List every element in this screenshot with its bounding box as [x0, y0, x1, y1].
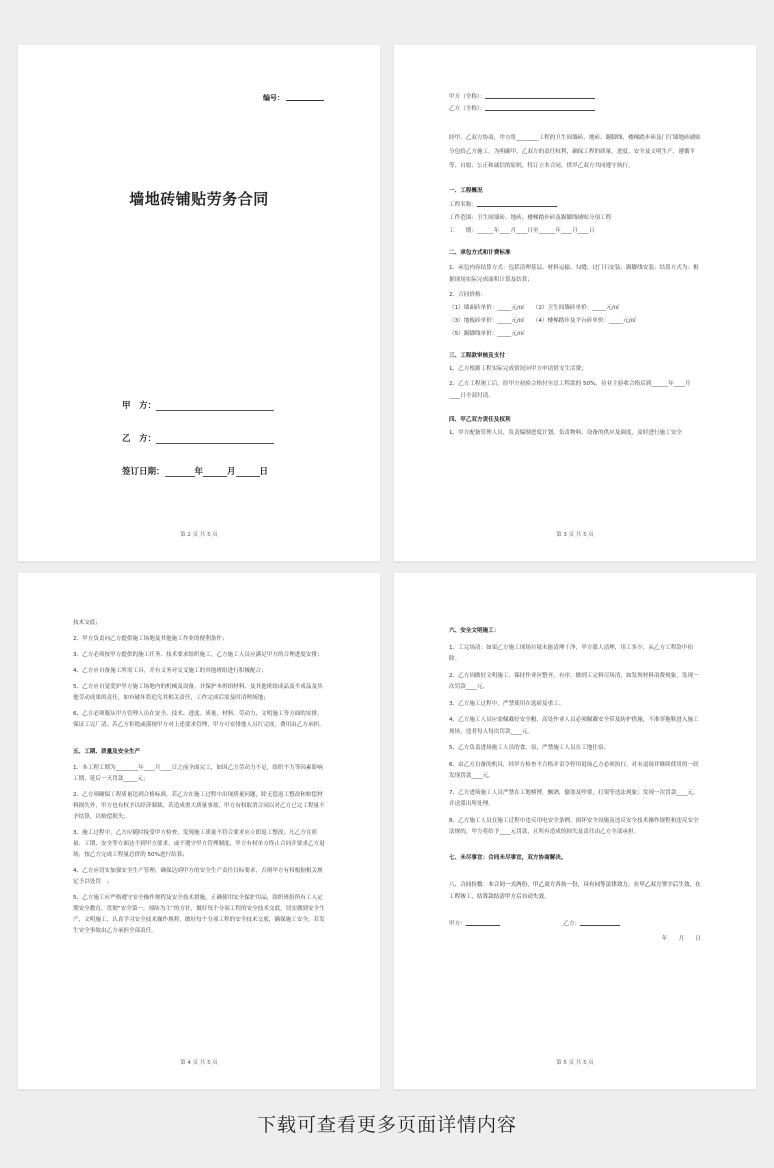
- download-caption: 下载可查看更多页面详情内容: [256, 1114, 517, 1136]
- p4-text-0: 技术交底；: [73, 620, 101, 626]
- s2-price-1: （1）墙面砖单价：_____元/㎡ （2）卫生间墙砖单价：_____元/㎡: [449, 305, 620, 311]
- s6-item-3: 3、乙方施工过程中，严禁使用在选砖及重工。: [449, 700, 565, 707]
- year-blank: [165, 468, 195, 477]
- contract-number-blank: [286, 100, 324, 101]
- s5-item-3: 3、施工过程中，乙方应随时接受甲方检查，发现施工质量不符合要求应立即返工整改，凡乙方在质量、工期、安全等方面达不到甲方要求，或不遵守甲方管理制度，甲方有权单方终止合同并要求乙方退场，按乙方完成工程量总价的 50%进行结算；: [73, 830, 325, 858]
- section-2-title: 二、承包方式和计费标准: [449, 250, 511, 256]
- day-label: 日: [259, 467, 269, 477]
- party-b-row: [122, 432, 274, 444]
- page-2-cover: [18, 45, 380, 561]
- s2-price-3: （5）踢脚线单价：_____元/㎡: [449, 331, 525, 337]
- s3-item-1: 1、乙方根据工程实际完成情况向甲方申请借支生活费；: [449, 366, 587, 372]
- sign-a-label: 甲方：: [449, 921, 466, 927]
- s6-item-4: 4、乙方施工人员应需佩戴好安全帽，高处作业人员必须佩戴安全带及防护措施，不准穿拖鞋进入施工现场，违者每人每次罚款____元。: [449, 717, 699, 735]
- s6-item-6: 6、由乙方自备的机具，经甲方检查不合格并责令停用退场乙方必须执行，对未退场并继续使用的一经发现罚款____元。: [449, 761, 699, 779]
- party-a-row: [122, 399, 274, 411]
- work-period: 工 期：______年____月____日至______年____月____日: [449, 228, 595, 234]
- page-4: [18, 573, 380, 1089]
- s5-item-5: 5、乙方施工应严格遵守安全操作规程及安全技术措施，正确使用安全保护用品，组织班组所有工人定期安全教育，贯彻“安全第一，预防为主”的方针，做好每个分项工程的安全技术交底，切实做到安全生产，文明施工，认真学习安全技术操作规程，做好每个分项工程的安全技术交底，确保施工安全，若发生安全事故由乙方承担全部责任。: [73, 895, 325, 934]
- page-5: [394, 573, 756, 1089]
- section-7: 七、未尽事宜：合同未尽事宜，双方协商解决。: [449, 854, 567, 861]
- p4-text-4: 5、乙方应自觉爱护甲方施工场地内的机械及设备，并保护本班组材料、及其他班组成品及半成品及其他劳动成果的责任，如有破坏将追究其相关责任，工作完成后需及时清理场地；: [73, 684, 323, 701]
- s2-price-2: （3）地板砖单价：_____元/㎡ （4）楼梯踏步及平台砖单价：_____元/㎡: [449, 318, 637, 324]
- sign-date-row: [122, 465, 268, 477]
- section-1-title: 一、工程概况: [449, 188, 483, 194]
- page-footer: 第 5 页 共 5 页: [556, 1060, 594, 1066]
- sign-date: 年 月 日: [661, 935, 701, 942]
- month-blank: [203, 468, 227, 477]
- party-a-blank: [156, 402, 274, 411]
- s6-item-2: 2、乙方因做好文明施工，保持作业区整齐，有序，做到工完料尽场清，如发现材料浪费现象，发现一次罚款____元。: [449, 672, 699, 690]
- sign-b-label: 乙方：: [563, 921, 581, 927]
- s5-item-2: 2、乙方须确保工程质量达到合格标准，若乙方在施工过程中出现质量问题，除无偿返工整改和赔偿材料损失外，甲方也有权予以经济制裁，若造成重大质量事故，甲方有权取消合同以对乙方已完工程量不予结算，以赔偿损失；: [73, 792, 325, 820]
- intro-paragraph: 经甲、乙双方协商，甲方将________工程的卫生间墙砖、地砖、踢脚线、楼梯踏步砖及门厅墙地砖铺贴分包给乙方施工，为明确甲、乙双方的责任权利，确保工程的质量、进度、安全及文明生产，遵循平等、自愿、公正和诚信的原则，特订立本合同，供甲乙双方共同遵守执行。: [449, 135, 701, 169]
- section-3-title: 三、工程款审核及支付: [449, 353, 505, 359]
- year-label: 年: [194, 467, 204, 477]
- s6-item-8: 8、乙方施工人员在施工过程中违反用电安全条例、损坏安全设施及违反安全技术操作规程和违反安全法规的，甲方将给予____元罚款，且所有造成的损失及责任由乙方全部承担。: [449, 817, 699, 835]
- page-3-content: [449, 92, 701, 442]
- party-b-blank: [156, 435, 274, 444]
- s6-item-7: 7、乙方进场施工人员严禁在工地赌博，酗酒，偷盗及吵架，打架等违法现象；发现一次罚款____元，并送派出所处理。: [449, 789, 699, 807]
- section-4-title: 四、甲乙双方责任及权利: [449, 417, 511, 423]
- party-b-fullname: 乙方（全称）：: [449, 104, 701, 113]
- sign-a-blank: [466, 919, 500, 926]
- contract-title: 墙地砖铺贴劳务合同: [129, 190, 269, 208]
- sign-b-blank: [580, 919, 620, 926]
- s2-item-1: 1、承包内容结算方式：包括清理基层、材料运输、勾缝、过门石安装、踢脚线安装；结算方式为：根据现场实际完成面积计算及结算；: [449, 265, 699, 283]
- p4-text-2: 3、乙方必须按甲方提供的施工任务、技术要求组织施工，乙方施工人员应满足甲方的合理进度安排；: [73, 652, 323, 658]
- s2-item-2: 2、合同价格：: [449, 292, 487, 298]
- p4-text-1: 2、甲方负责向乙方提供施工场地及其他施工作业的便利条件；: [73, 636, 228, 642]
- party-a-fullname: 甲方（全称）：: [449, 92, 701, 101]
- party-a-label: 甲 方：: [122, 401, 157, 411]
- page-footer: 第 3 页 共 5 页: [556, 532, 594, 538]
- work-scope: 工作范围：卫生间墙砖、地砖、楼梯踏步砖及踢脚线铺贴分项工程: [449, 215, 612, 221]
- page-footer: 第 2 页 共 5 页: [180, 532, 218, 538]
- page-4-content: [73, 618, 325, 942]
- sign-date-label: 签订日期：: [122, 467, 165, 477]
- section-6-title: 六、安全文明施工：: [449, 628, 500, 634]
- signature-row: [449, 919, 701, 931]
- contract-number: [263, 93, 324, 103]
- p4-text-3: 4、乙方应自备施工所需工具，并有义务对交叉施工的其他班组进行积极配合；: [73, 668, 267, 674]
- contract-number-label: 编号：: [263, 94, 284, 102]
- p4-text-5: 6、乙方必须服从甲方管理人员在安全、技术、进度、质量、材料、劳动力、文明施工等方面的安排，保证工完厂清；若乙方拒绝或漠视甲方对上述要求管理，甲方可安排他人另行完成，费用由乙方承担。: [73, 711, 325, 728]
- section-8: 八、合同份数：本合同一式两份，甲乙双方各执一份，具有同等法律效力，在甲乙双方签字后生效，在工程竣工，结算款结清甲方后自动失效。: [449, 882, 701, 900]
- s6-item-1: 1、工完场清：如果乙方施工现场垃圾未能清理干净，甲方派人清理，用工多少，从乙方工程款中扣除。: [449, 644, 694, 662]
- s5-item-4: 4、乙方应切实加强安全生产管理，确保达到甲方的安全生产责任目标要求，否则甲方有权根据相关规定予以处罚 ；: [73, 868, 323, 885]
- s4-item-1: 1、甲方配备管理人员，负责编制进度计划、负责物料、设备的供应及调度，及时进行施工安全: [449, 430, 682, 436]
- month-label: 月: [227, 467, 236, 477]
- page-3: [394, 45, 756, 561]
- day-blank: [236, 468, 260, 477]
- page-footer: 第 4 页 共 5 页: [180, 1060, 218, 1066]
- s5-item-1: 1、本工程工期为________年____月____日之前全面完工，如因乙方劳动力不足，组织不力等因素影响工期，延后一天罚款_____元；: [73, 765, 323, 782]
- project-name: 工程名称：: [449, 200, 701, 209]
- s3-item-2: 2、乙方工程竣工后，经甲方初验合格付至总工程款的 50%，待业主验收合格后到______年____月____日全部付清。: [449, 381, 691, 399]
- page-5-content: [449, 618, 701, 950]
- s6-item-5: 5、乙方负责进场施工人员的食，宿，严禁施工人员在工地住宿。: [449, 745, 610, 751]
- section-5-title: 五、工期、质量及安全生产: [73, 749, 141, 755]
- party-b-label: 乙 方：: [122, 434, 157, 444]
